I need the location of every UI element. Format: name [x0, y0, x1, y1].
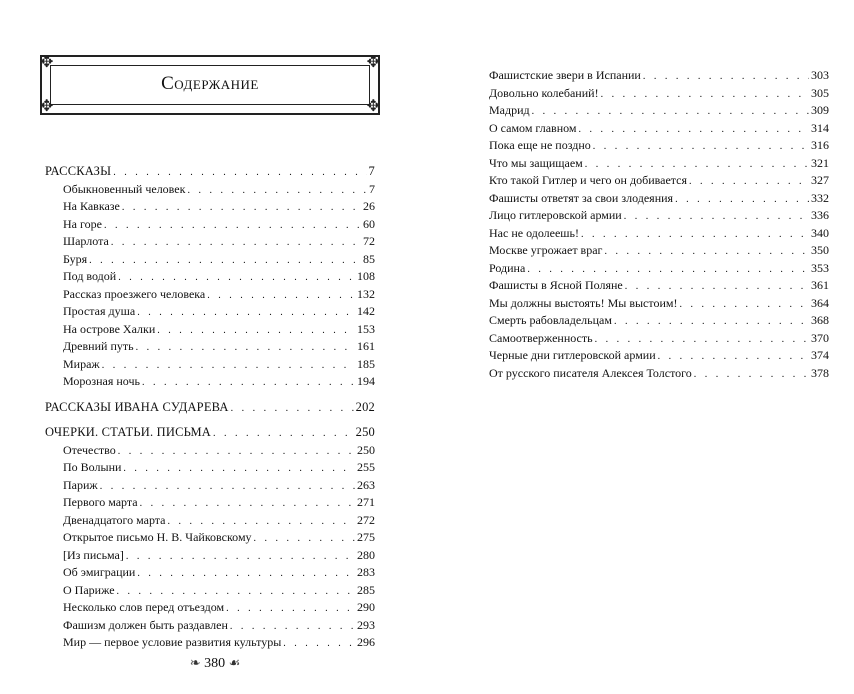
- toc-leader-dots: [532, 106, 809, 117]
- toc-entry-page: 293: [357, 617, 375, 632]
- toc-entry: [45, 287, 375, 305]
- toc-entry-page: 7: [368, 164, 375, 178]
- toc-leader-dots: [213, 428, 354, 439]
- ornament-icon: ✥: [40, 98, 54, 115]
- toc-entry-title: Мираж: [63, 356, 100, 371]
- toc-entry-title: Древний путь: [63, 339, 134, 353]
- toc-entry-page: 314: [811, 120, 829, 135]
- toc-entry: [45, 460, 375, 478]
- toc-leader-dots: [593, 141, 809, 152]
- toc-entry-title: Родина: [489, 260, 526, 275]
- toc-entry-title: Двенадцатого марта: [63, 512, 166, 527]
- toc-entry-page: 271: [357, 495, 375, 509]
- toc-entry-page: 185: [357, 356, 375, 371]
- toc-entry: [45, 339, 375, 357]
- toc-entry-title: РАССКАЗЫ: [45, 164, 112, 178]
- toc-entry-title: Мир — первое условие развития культуры: [63, 635, 282, 649]
- toc-entry-page: 321: [811, 155, 829, 170]
- toc-leader-dots: [231, 403, 354, 414]
- toc-leader-dots: [604, 246, 809, 257]
- toc-entry-page: 250: [355, 425, 375, 439]
- toc-entry-page: 378: [811, 365, 829, 380]
- toc-entry-page: 285: [357, 582, 375, 597]
- toc-leader-dots: [230, 621, 355, 632]
- toc-entry-page: 374: [811, 348, 829, 362]
- toc-leader-dots: [675, 194, 809, 205]
- toc-entry: [489, 296, 829, 314]
- toc-entry-page: 72: [363, 234, 375, 248]
- toc-entry-title: Фашизм должен быть раздавлен: [63, 617, 228, 632]
- toc-entry-title: Мадрид: [489, 103, 530, 117]
- toc-leader-dots: [100, 481, 355, 492]
- toc-entry-title: Пока еще не поздно: [489, 138, 591, 152]
- toc-entry: [489, 86, 829, 104]
- toc-entry-page: 303: [811, 68, 829, 82]
- toc-entry-title: Кто такой Гитлер и чего он добивается: [489, 173, 688, 187]
- toc-leader-dots: [595, 334, 809, 345]
- toc-leader-dots: [102, 360, 355, 371]
- toc-entry-title: Мы должны выстоять! Мы выстоим!: [489, 295, 678, 310]
- toc-entry-page: 85: [363, 251, 375, 266]
- toc-entry-page: 142: [357, 304, 375, 318]
- ornament-icon: ✥: [40, 54, 54, 71]
- toc-entry-page: 255: [357, 460, 375, 474]
- toc-leader-dots: [585, 159, 809, 170]
- toc-leader-dots: [579, 124, 809, 135]
- toc-entry: [489, 331, 829, 349]
- toc-entry-title: На острове Халки: [63, 321, 156, 336]
- toc-leader-dots: [123, 463, 355, 474]
- toc-entry: [45, 199, 375, 217]
- toc-entry-title: Простая душа: [63, 304, 136, 318]
- toc-entry: [45, 565, 375, 583]
- toc-entry-page: 283: [357, 565, 375, 579]
- toc-leader-dots: [136, 342, 355, 353]
- toc-entry: [489, 191, 829, 209]
- toc-entry: [45, 635, 375, 653]
- toc-entry-title: Буря: [63, 251, 88, 266]
- toc-entry-title: Несколько слов перед отъездом: [63, 600, 225, 614]
- ornament-icon: ☙: [228, 655, 241, 670]
- toc-entry-page: 305: [811, 85, 829, 100]
- toc-entry-page: 361: [811, 278, 829, 292]
- toc-entry-page: 353: [811, 260, 829, 275]
- toc-entry: [489, 313, 829, 331]
- toc-leader-dots: [624, 211, 809, 222]
- toc-entry-page: 26: [363, 199, 375, 213]
- toc-list-left: [45, 164, 375, 653]
- toc-entry-page: 332: [811, 190, 829, 205]
- toc-entry-page: 340: [811, 225, 829, 240]
- toc-entry-page: 290: [357, 600, 375, 614]
- toc-entry-title: На горе: [63, 216, 102, 231]
- toc-entry-title: Отечество: [63, 442, 116, 457]
- toc-entry: [45, 530, 375, 548]
- toc-entry-page: 7: [369, 181, 375, 196]
- toc-entry: [45, 234, 375, 252]
- toc-entry: [489, 366, 829, 384]
- toc-entry: [45, 269, 375, 287]
- toc-entry-title: Об эмиграции: [63, 565, 136, 579]
- toc-entry-page: 275: [357, 530, 375, 544]
- toc-leader-dots: [137, 307, 355, 318]
- toc-leader-dots: [122, 202, 361, 213]
- toc-entry-title: Нас не одолеешь!: [489, 225, 580, 240]
- toc-entry: [489, 121, 829, 139]
- toc-entry: [45, 425, 375, 443]
- toc-entry-page: 336: [811, 208, 829, 222]
- toc-leader-dots: [168, 516, 355, 527]
- toc-entry: [489, 68, 829, 86]
- toc-entry: [489, 103, 829, 121]
- toc-leader-dots: [283, 638, 355, 649]
- toc-entry-page: 350: [811, 243, 829, 257]
- ornament-icon: ✥: [366, 98, 380, 115]
- toc-leader-dots: [643, 71, 809, 82]
- toc-entry-title: На Кавказе: [63, 199, 120, 213]
- toc-entry-page: 153: [357, 321, 375, 336]
- toc-entry: [489, 278, 829, 296]
- toc-entry: [45, 495, 375, 513]
- toc-leader-dots: [118, 446, 355, 457]
- toc-entry-page: 364: [811, 295, 829, 310]
- toc-entry: [489, 138, 829, 156]
- toc-leader-dots: [694, 369, 809, 380]
- toc-entry: [45, 357, 375, 375]
- toc-entry-page: 370: [811, 330, 829, 345]
- toc-entry-page: 250: [357, 442, 375, 457]
- toc-leader-dots: [142, 377, 355, 388]
- toc-leader-dots: [140, 498, 355, 509]
- toc-leader-dots: [89, 255, 361, 266]
- toc-entry-title: От русского писателя Алексея Толстого: [489, 365, 692, 380]
- toc-entry-title: Обыкновенный человек: [63, 181, 186, 196]
- toc-entry-title: Рассказ проезжего человека: [63, 286, 206, 301]
- toc-leader-dots: [118, 272, 355, 283]
- toc-entry-title: Смерть рабовладельцам: [489, 313, 612, 327]
- toc-entry-title: Довольно колебаний!: [489, 85, 599, 100]
- toc-entry: [45, 478, 375, 496]
- toc-leader-dots: [104, 220, 361, 231]
- toc-entry-title: Что мы защищаем: [489, 155, 583, 170]
- toc-entry-title: РАССКАЗЫ ИВАНА СУДАРЕВА: [45, 399, 229, 414]
- toc-leader-dots: [625, 281, 809, 292]
- toc-leader-dots: [113, 167, 366, 178]
- toc-entry-title: О Париже: [63, 582, 115, 597]
- toc-leader-dots: [527, 264, 809, 275]
- page-title: Содержание: [161, 73, 259, 94]
- toc-entry: [489, 348, 829, 366]
- toc-entry-title: По Волыни: [63, 460, 122, 474]
- toc-entry: [45, 548, 375, 566]
- toc-leader-dots: [126, 551, 355, 562]
- toc-leader-dots: [658, 351, 809, 362]
- right-page: [427, 0, 854, 694]
- toc-entry: [45, 304, 375, 322]
- toc-leader-dots: [601, 89, 809, 100]
- page-number-value: 380: [204, 656, 226, 671]
- toc-entry-title: О самом главном: [489, 120, 577, 135]
- toc-entry-title: Под водой: [63, 269, 117, 283]
- toc-entry-page: 309: [811, 103, 829, 117]
- toc-entry-title: [Из письма]: [63, 547, 124, 562]
- toc-entry-title: Самоотверженность: [489, 330, 593, 345]
- toc-entry: [45, 322, 375, 340]
- toc-leader-dots: [157, 325, 355, 336]
- toc-entry: [489, 156, 829, 174]
- toc-entry: [45, 400, 375, 418]
- toc-leader-dots: [111, 237, 361, 248]
- toc-entry-title: Фашистские звери в Испании: [489, 68, 641, 82]
- toc-entry-title: Морозная ночь: [63, 374, 140, 388]
- toc-entry: [489, 173, 829, 191]
- toc-entry-page: 263: [357, 477, 375, 492]
- toc-entry-page: 194: [357, 374, 375, 388]
- toc-leader-dots: [581, 229, 809, 240]
- toc-entry-title: Париж: [63, 477, 98, 492]
- toc-leader-dots: [679, 299, 809, 310]
- ornament-icon: ❧: [189, 655, 201, 670]
- toc-entry-title: Открытое письмо Н. В. Чайковскому: [63, 530, 252, 544]
- toc-entry-title: Шарлота: [63, 234, 109, 248]
- toc-entry-page: 108: [357, 269, 375, 283]
- ornament-icon: ✥: [366, 54, 380, 71]
- toc-entry: [45, 252, 375, 270]
- toc-entry: [489, 261, 829, 279]
- title-frame: [40, 55, 380, 115]
- toc-entry-title: Лицо гитлеровской армии: [489, 208, 622, 222]
- toc-entry-page: 280: [357, 547, 375, 562]
- toc-entry-page: 368: [811, 313, 829, 327]
- toc-leader-dots: [187, 185, 367, 196]
- toc-leader-dots: [137, 568, 355, 579]
- toc-entry: [45, 513, 375, 531]
- toc-entry: [45, 217, 375, 235]
- toc-entry: [489, 208, 829, 226]
- toc-entry-page: 272: [357, 512, 375, 527]
- toc-leader-dots: [254, 533, 355, 544]
- toc-entry: [489, 226, 829, 244]
- toc-entry: [45, 374, 375, 392]
- page-number: [170, 655, 260, 672]
- toc-entry-page: 316: [811, 138, 829, 152]
- toc-entry-title: Черные дни гитлеровской армии: [489, 348, 656, 362]
- toc-entry-page: 161: [357, 339, 375, 353]
- toc-entry-title: Москве угрожает враг: [489, 243, 603, 257]
- toc-entry: [45, 443, 375, 461]
- toc-entry-title: Первого марта: [63, 495, 138, 509]
- toc-entry-page: 60: [363, 216, 375, 231]
- toc-leader-dots: [689, 176, 809, 187]
- toc-entry-page: 132: [357, 286, 375, 301]
- toc-entry: [489, 243, 829, 261]
- toc-leader-dots: [207, 290, 355, 301]
- toc-entry: [45, 164, 375, 182]
- toc-leader-dots: [226, 603, 355, 614]
- toc-entry: [45, 600, 375, 618]
- toc-entry: [45, 618, 375, 636]
- toc-entry: [45, 182, 375, 200]
- toc-entry-page: 202: [355, 399, 375, 414]
- toc-entry-title: Фашисты ответят за свои злодеяния: [489, 190, 674, 205]
- toc-entry-page: 296: [357, 635, 375, 649]
- toc-leader-dots: [117, 586, 355, 597]
- toc-entry: [45, 583, 375, 601]
- toc-entry-page: 327: [811, 173, 829, 187]
- toc-entry-title: Фашисты в Ясной Поляне: [489, 278, 623, 292]
- toc-entry-title: ОЧЕРКИ. СТАТЬИ. ПИСЬМА: [45, 425, 212, 439]
- toc-list-right: [489, 68, 829, 383]
- toc-leader-dots: [614, 316, 809, 327]
